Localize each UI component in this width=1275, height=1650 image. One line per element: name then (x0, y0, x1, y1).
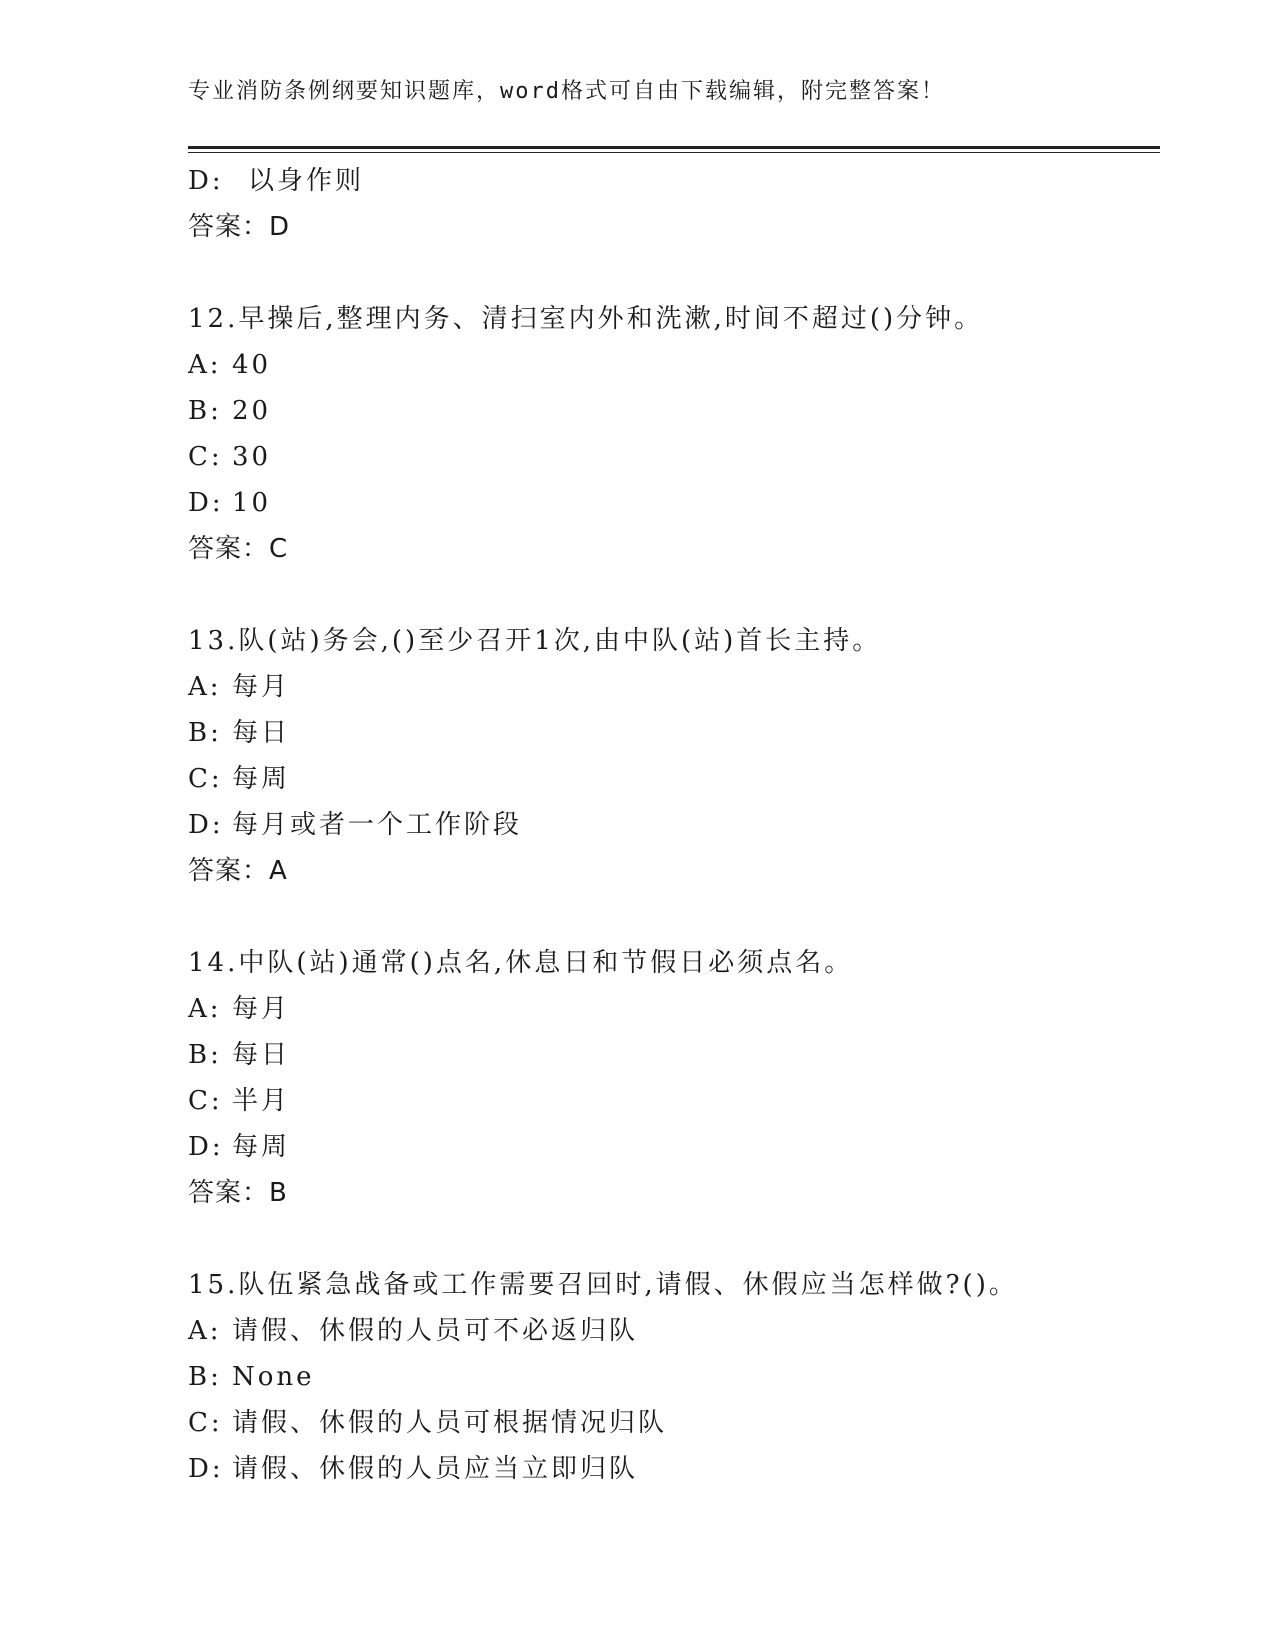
option-letter: C: (188, 1086, 223, 1116)
option-row (188, 1308, 1160, 1354)
option-row (188, 388, 1160, 434)
option-letter: A: (188, 1316, 222, 1346)
page-header: 专业消防条例纲要知识题库，word格式可自由下载编辑，附完整答案！ (188, 79, 945, 104)
option-text: 每周 (232, 1132, 291, 1162)
option-letter: B: (188, 1040, 222, 1070)
option-text: 半月 (232, 1086, 291, 1116)
option-text: 请假、休假的人员应当立即归队 (232, 1454, 639, 1484)
option-letter: B: (188, 1362, 222, 1392)
option-letter: C: (188, 764, 223, 794)
option-row (188, 1446, 1160, 1492)
option-text: 每日 (232, 718, 291, 748)
option-row (188, 158, 1160, 204)
option-text: 以身作则 (248, 166, 365, 196)
option-letter: D: (188, 810, 224, 840)
answer-line: 答案：D (188, 212, 291, 242)
option-row (188, 1078, 1160, 1124)
option-letter: D: (188, 488, 224, 518)
header-divider-thick (188, 146, 1160, 149)
option-text: 每周 (232, 764, 291, 794)
option-text: 每日 (232, 1040, 291, 1070)
option-letter: A: (188, 350, 222, 380)
question-stem: 15.队伍紧急战备或工作需要召回时,请假、休假应当怎样做?()。 (188, 1270, 1018, 1300)
option-row (188, 756, 1160, 802)
question-stem: 13.队(站)务会,()至少召开1次,由中队(站)首长主持。 (188, 626, 882, 656)
answer-line: 答案：B (188, 1178, 288, 1208)
option-row (188, 1124, 1160, 1170)
option-row (188, 434, 1160, 480)
question-stem: 14.中队(站)通常()点名,休息日和节假日必须点名。 (188, 948, 854, 978)
option-letter: C: (188, 442, 223, 472)
option-row (188, 986, 1160, 1032)
option-text: 请假、休假的人员可根据情况归队 (232, 1408, 668, 1438)
option-letter: D: (188, 1132, 224, 1162)
option-text: 10 (232, 488, 272, 518)
answer-line: 答案：C (188, 534, 289, 564)
option-row (188, 342, 1160, 388)
option-text: 请假、休假的人员可不必返归队 (232, 1316, 639, 1346)
question-stem: 12.早操后,整理内务、清扫室内外和洗漱,时间不超过()分钟。 (188, 304, 984, 334)
option-row (188, 664, 1160, 710)
option-row (188, 1400, 1160, 1446)
option-text: 40 (232, 350, 272, 380)
option-letter: A: (188, 672, 222, 702)
option-letter: C: (188, 1408, 223, 1438)
option-text: 每月 (232, 672, 291, 702)
header-divider-thin (188, 152, 1160, 153)
option-text: 20 (232, 396, 272, 426)
option-text: 30 (232, 442, 272, 472)
question-list (188, 158, 1160, 1492)
option-letter: D: (188, 1454, 224, 1484)
option-row (188, 802, 1160, 848)
option-row (188, 1032, 1160, 1078)
option-letter: D: (188, 166, 224, 196)
option-letter: B: (188, 718, 222, 748)
option-letter: A: (188, 994, 222, 1024)
option-letter: B: (188, 396, 222, 426)
option-row (188, 480, 1160, 526)
option-row (188, 710, 1160, 756)
option-row (188, 1354, 1160, 1400)
option-text: 每月或者一个工作阶段 (232, 810, 523, 840)
answer-line: 答案：A (188, 856, 288, 886)
option-text: 每月 (232, 994, 291, 1024)
option-text: None (232, 1362, 315, 1392)
